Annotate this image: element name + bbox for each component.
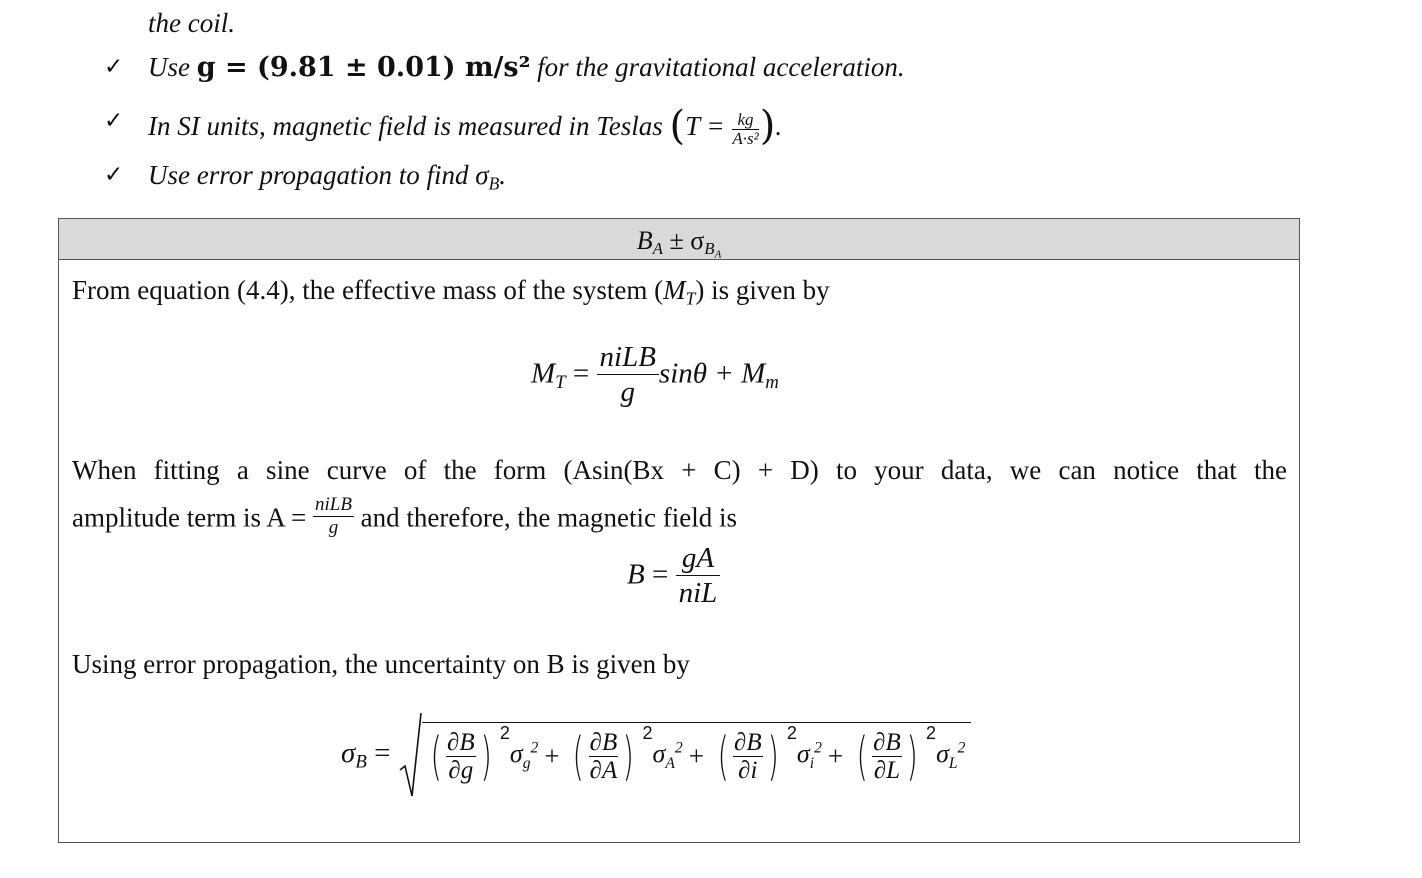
square-root bbox=[398, 712, 972, 798]
top-line-text: the coil. bbox=[148, 8, 235, 38]
equation-uncertainty: $\sigma_B$ = ( $\frac{\partial B}{\partial g}$ ) 2 $\sigma_g^2$ + ( $\frac{\partial B}{\partial A}$ ) 2 $\sigma_A^2$ + ( $\frac{\partial B}{\partial i}$ ) 2 $\sigma_i^2$ + ( $\frac{\partial B}{\partial L}$ ) 2 $\sigma_L^2$ bbox=[341, 712, 971, 798]
checkmark-icon: ✓ bbox=[104, 108, 124, 134]
bullet-tesla-text: In SI units, magnetic field is measured in Teslas (T = $\frac{kg}{\text{A·s²}}$ ). bbox=[148, 103, 783, 149]
paragraph-effective-mass: From equation (4.4), the effective mass of the system $(M_T)$ is given by bbox=[72, 275, 830, 309]
partial-term-g: ( $\frac{\partial B}{\partial g}$ ) 2 bbox=[430, 722, 510, 787]
partial-term-l: ( $\frac{\partial B}{\partial L}$ ) 2 bbox=[856, 722, 937, 787]
inline-fraction-amplitude: $\frac{\text{niLB}}{g}$ bbox=[314, 494, 352, 538]
tesla-unit-fraction: $\frac{kg}{\text{A·s²}}$ bbox=[732, 109, 759, 148]
paragraph-sine-fit: When fitting a sine curve of the form (Asin(Bx + C) + D) to your data, we can notice that the bbox=[72, 455, 1287, 485]
partial-term-a: ( $\frac{\partial B}{\partial A}$ ) 2 bbox=[572, 722, 653, 787]
radicand: ( $\frac{\partial B}{\partial g}$ ) 2 $\sigma_g^2$ + ( $\frac{\partial B}{\partial A}$ ) 2 $\sigma_A^2$ + ( $\frac{\partial B}{\partial i}$ ) 2 $\sigma_i^2$ + ( $\frac{\partial B}{\partial L}$ ) 2 $\sigma_L^2$ bbox=[422, 722, 972, 789]
box-header: $B_A \pm \sigma_{B_A}$ bbox=[59, 219, 1299, 260]
checkmark-icon: ✓ bbox=[104, 162, 124, 188]
equation-effective-mass: $M_T$ = $\frac{\text{niLB}}{g}$ $\sin\theta + M_m$ bbox=[531, 341, 779, 408]
answer-box bbox=[58, 218, 1300, 843]
fraction-ga-over-nil: $\frac{gA}{\text{niL}}$ bbox=[676, 543, 721, 611]
fraction-nilb-over-g: $\frac{\text{niLB}}{g}$ bbox=[597, 342, 659, 410]
radical-sign-icon bbox=[398, 712, 422, 798]
paragraph-amplitude: amplitude term is A = $\frac{\text{niLB}}{g}$ and therefore, the magnetic field is bbox=[72, 494, 738, 538]
bullet-error-text: Use error propagation to find $\sigma_B$. bbox=[148, 160, 507, 194]
paragraph-uncertainty: Using error propagation, the uncertainty on B is given by bbox=[72, 649, 690, 679]
bullet-gravity-text: Use g = (9.81 ± 0.01) m/s² for the gravitational acceleration. bbox=[148, 52, 905, 83]
partial-term-i: ( $\frac{\partial B}{\partial i}$ ) 2 bbox=[717, 722, 797, 787]
equation-magnetic-field: B = $\frac{gA}{\text{niL}}$ bbox=[627, 543, 720, 611]
checkmark-icon: ✓ bbox=[104, 54, 124, 80]
gravity-equation: g = (9.81 ± 0.01) m/s² bbox=[196, 52, 531, 83]
